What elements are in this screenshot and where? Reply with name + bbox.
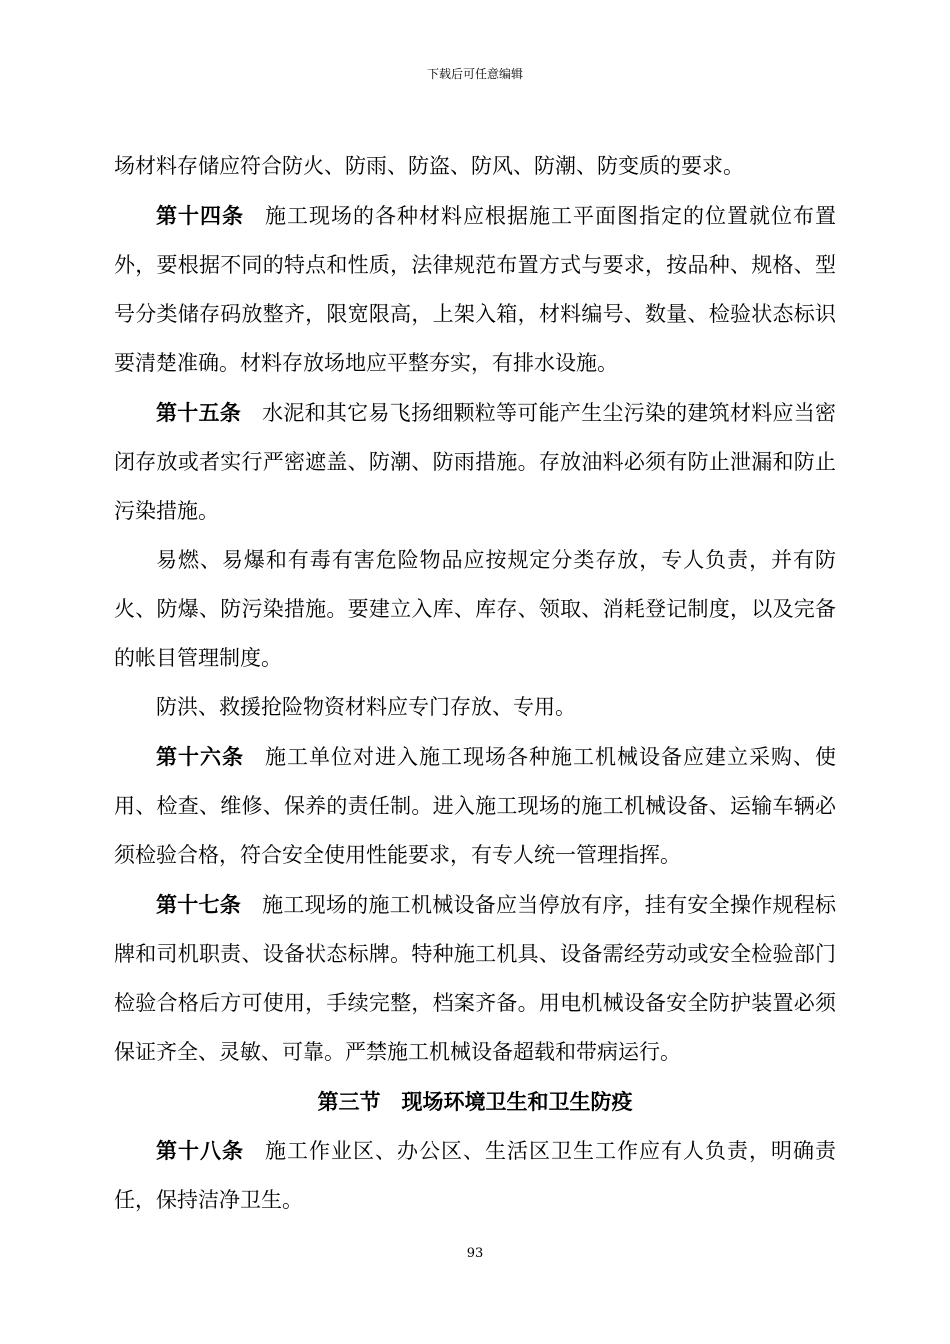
article-text: 施工作业区、办公区、生活区卫生工作应有人负责，明确责任，保持洁净卫生。 bbox=[114, 1139, 836, 1212]
paragraph-hazardous-goods bbox=[114, 536, 836, 683]
article-16 bbox=[114, 732, 836, 880]
paragraph-text: 易燃、易爆和有毒有害危险物品应按规定分类存放，专人负责，并有防火、防爆、防污染措施。要建立入库、库存、领取、消耗登记制度，以及完备的帐目管理制度。 bbox=[114, 548, 836, 670]
document-body bbox=[114, 142, 836, 1225]
article-17 bbox=[114, 880, 836, 1077]
page-number: 93 bbox=[466, 1246, 484, 1261]
paragraph-text: 场材料存储应符合防火、防雨、防盗、防风、防潮、防变质的要求。 bbox=[114, 154, 744, 178]
article-text: 施工单位对进入施工现场各种施工机械设备应建立采购、使用、检查、维修、保养的责任制。进入施工现场的施工机械设备、运输车辆必须检验合格，符合安全使用性能要求，有专人统一管理指挥。 bbox=[114, 745, 836, 867]
article-15 bbox=[114, 388, 836, 536]
article-heading: 第十八条 bbox=[156, 1138, 244, 1163]
article-text: 施工现场的各种材料应根据施工平面图指定的位置就位布置外，要根据不同的特点和性质，法律规范布置方式与要求，按品种、规格、型号分类储存码放整齐，限宽限高，上架入箱，材料编号、数量、检验状态标识要清楚准确。材料存放场地应平整夯实，有排水设施。 bbox=[114, 204, 836, 375]
article-text: 施工现场的施工机械设备应当停放有序，挂有安全操作规程标牌和司机职责、设备状态标牌。特种施工机具、设备需经劳动或安全检验部门检验合格后方可使用，手续完整，档案齐备。用电机械设备安全防护装置必须保证齐全、灵敏、可靠。严禁施工机械设备超载和带病运行。 bbox=[114, 893, 837, 1064]
paragraph-text: 防洪、救援抢险物资材料应专门存放、专用。 bbox=[156, 695, 576, 719]
section-number: 第三节 bbox=[317, 1089, 381, 1114]
paragraph-flood-supplies bbox=[114, 683, 836, 732]
article-heading: 第十七条 bbox=[156, 892, 242, 917]
article-14 bbox=[114, 191, 836, 388]
article-heading: 第十六条 bbox=[156, 744, 244, 769]
article-18 bbox=[114, 1126, 836, 1225]
section-title: 现场环境卫生和卫生防疫 bbox=[401, 1089, 633, 1114]
article-text: 水泥和其它易飞扬细颗粒等可能产生尘污染的建筑材料应当密闭存放或者实行严密遮盖、防潮、防雨措施。存放油料必须有防止泄漏和防止污染措施。 bbox=[114, 401, 837, 523]
article-heading: 第十五条 bbox=[156, 400, 242, 425]
section-heading bbox=[114, 1077, 836, 1126]
header-note: 下载后可任意编辑 bbox=[426, 67, 523, 81]
article-heading: 第十四条 bbox=[156, 203, 244, 228]
paragraph-continuation bbox=[114, 142, 836, 191]
